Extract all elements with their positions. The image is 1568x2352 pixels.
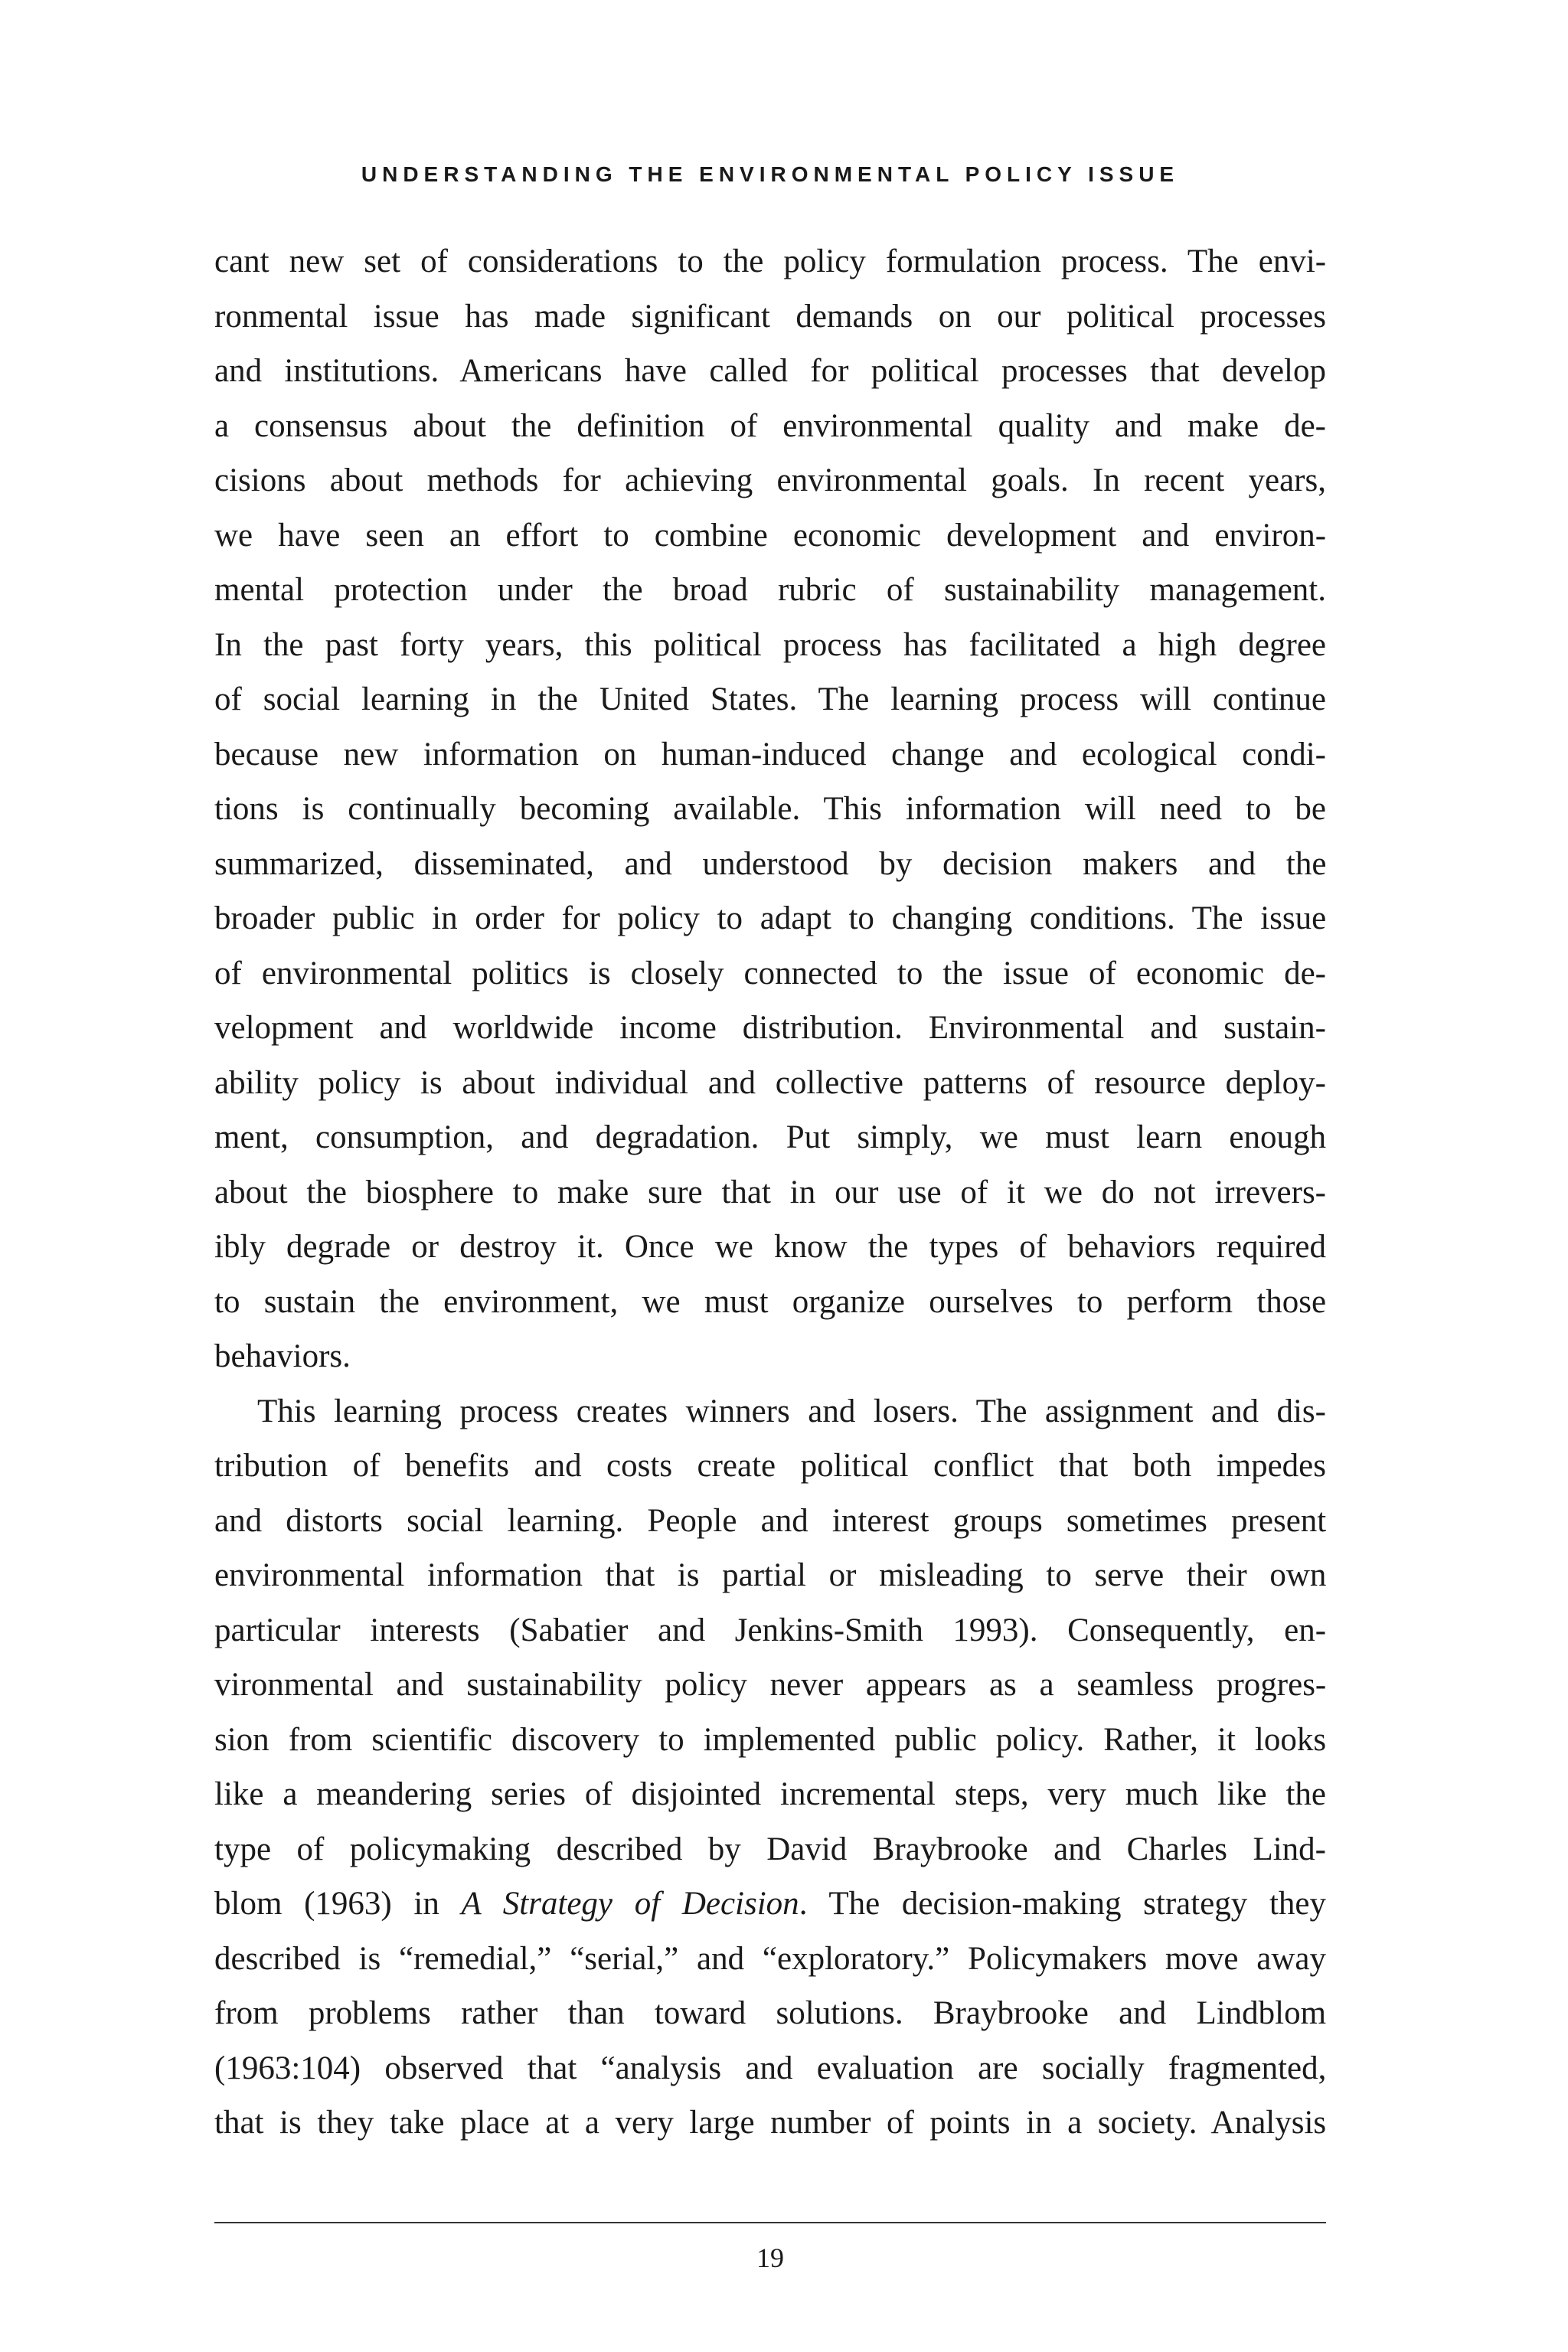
text-line: from problems rather than toward solutions. Braybrooke and Lindblom — [214, 1995, 1327, 2031]
paragraph-2 — [214, 1384, 1326, 2151]
text-line: like a meandering series of disjointed incremental steps, very much like the — [214, 1776, 1326, 1812]
body-text — [214, 234, 1326, 2151]
text-line: ability policy is about individual and collective patterns of resource deploy- — [214, 1064, 1326, 1101]
text-line: environmental information that is partial or misleading to serve their own — [214, 1557, 1327, 1593]
text-segment: . The decision-making strategy they — [799, 1886, 1326, 1922]
text-line: and distorts social learning. People and interest groups sometimes present — [214, 1502, 1327, 1539]
text-line: tions is continually becoming available. This information will need to be — [214, 791, 1326, 827]
text-line: of social learning in the United States. The learning process will continue — [214, 681, 1326, 717]
text-line: ibly degrade or destroy it. Once we know the types of behaviors required — [214, 1229, 1326, 1265]
text-line: particular interests (Sabatier and Jenkins-Smith 1993). Consequently, en- — [214, 1612, 1327, 1648]
text-line: described is “remedial,” “serial,” and “exploratory.” Policymakers move away — [214, 1940, 1326, 1977]
text-line: sion from scientific discovery to implemented public policy. Rather, it looks — [214, 1721, 1327, 1758]
text-line: that is they take place at a very large number of points in a society. Analysis — [214, 2105, 1327, 2141]
text-line: to sustain the environment, we must organize ourselves to perform those — [214, 1283, 1327, 1320]
text-line: cisions about methods for achieving environmental goals. In recent years, — [214, 462, 1326, 498]
text-line: velopment and worldwide income distribution. Environmental and sustain- — [214, 1010, 1326, 1046]
text-line: mental protection under the broad rubric of sustainability management. — [214, 572, 1326, 608]
text-line: This learning process creates winners and losers. The assignment and dis- — [257, 1393, 1326, 1429]
text-line: we have seen an effort to combine economic development and environ- — [214, 517, 1327, 554]
text-line: of environmental politics is closely connected to the issue of economic de- — [214, 955, 1326, 991]
text-line: (1963:104) observed that “analysis and evaluation are socially fragmented, — [214, 2050, 1327, 2086]
text-line: broader public in order for policy to adapt to changing conditions. The issue — [214, 900, 1327, 936]
text-line: because new information on human-induced change and ecological condi- — [214, 736, 1326, 773]
footer-rule — [214, 2222, 1326, 2223]
book-title: A Strategy of Decision — [461, 1886, 799, 1922]
text-line: a consensus about the definition of environmental quality and make de- — [214, 407, 1326, 444]
text-line: type of policymaking described by David Braybrooke and Charles Lind- — [214, 1831, 1326, 1867]
text-line — [214, 1877, 1326, 1932]
text-line: In the past forty years, this political process has facilitated a high degree — [214, 626, 1326, 663]
text-line: about the biosphere to make sure that in our use of it we do not irrevers- — [214, 1174, 1326, 1210]
page-number: 19 — [756, 2243, 784, 2273]
text-line: tribution of benefits and costs create political conflict that both impedes — [214, 1448, 1326, 1484]
text-line: and institutions. Americans have called for political processes that develop — [214, 353, 1326, 389]
text-line: behaviors. — [214, 1338, 351, 1374]
text-segment: blom (1963) in — [214, 1886, 462, 1922]
text-line: vironmental and sustainability policy never appears as a seamless progres- — [214, 1667, 1327, 1703]
running-head: UNDERSTANDING THE ENVIRONMENTAL POLICY ISSUE — [361, 162, 1180, 186]
text-line: summarized, disseminated, and understood by decision makers and the — [214, 845, 1327, 882]
paragraph-1 — [214, 234, 1326, 1384]
text-line: ronmental issue has made significant demands on our political processes — [214, 298, 1326, 335]
text-line: cant new set of considerations to the policy formulation process. The envi- — [214, 243, 1327, 279]
text-line: ment, consumption, and degradation. Put simply, we must learn enough — [214, 1119, 1326, 1155]
